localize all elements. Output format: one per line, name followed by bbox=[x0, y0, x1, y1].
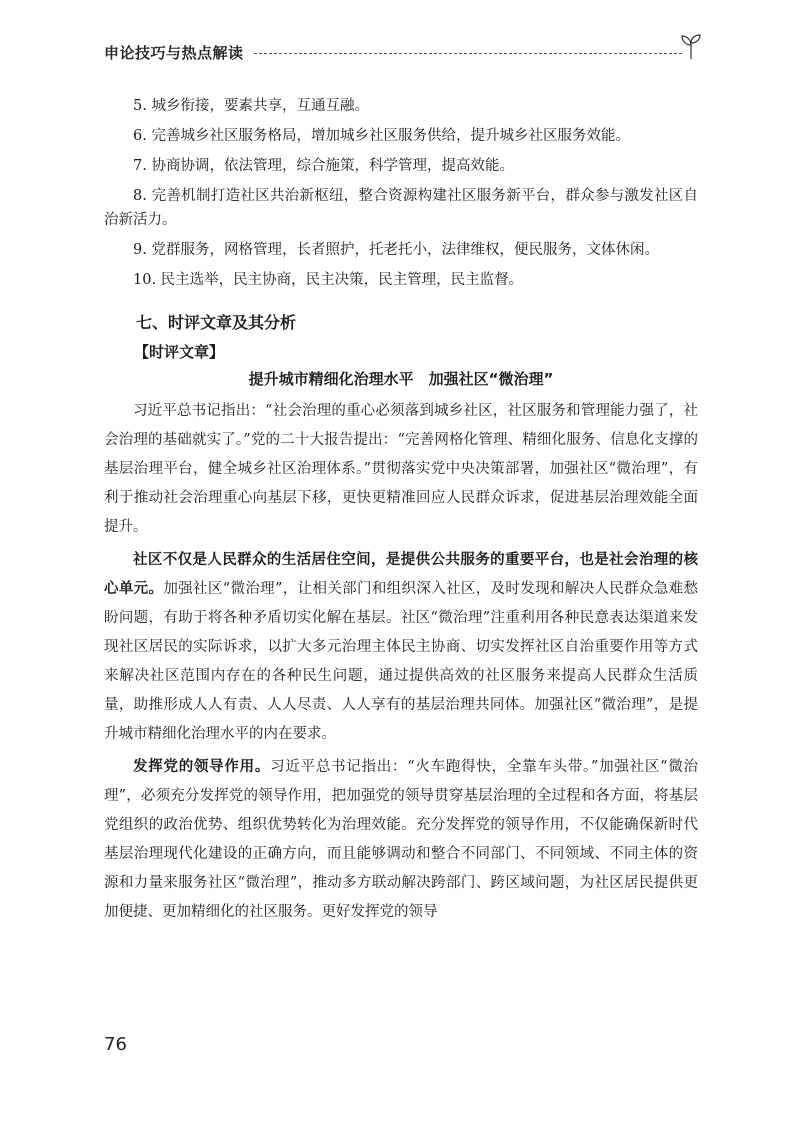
list-item: 9. 党群服务，网格管理，长者照护，托老托小，法律维权，便民服务，文体休闲。 bbox=[133, 242, 659, 258]
list-item: 10. 民主选举，民主协商，民主决策，民主管理，民主监督。 bbox=[133, 272, 524, 288]
list-item: 7. 协商协调，依法管理，综合施策，科学管理，提高效能。 bbox=[133, 158, 514, 174]
article-title: 提升城市精细化治理水平 加强社区“微治理” bbox=[248, 370, 554, 388]
running-header bbox=[104, 38, 704, 68]
header-title: 申论技巧与热点解读 bbox=[104, 44, 244, 62]
paragraph bbox=[104, 753, 698, 927]
paragraph-lead: 社区不仅是人民群众的生活居住空间，是提供公共服务的重要平台，也是社会治理的核心单元。 bbox=[104, 552, 698, 597]
page-content bbox=[104, 94, 698, 931]
sprout-icon bbox=[678, 32, 704, 60]
paragraph bbox=[104, 397, 698, 542]
header-rule bbox=[254, 53, 682, 54]
list-item: 8. 完善机制打造社区共治新枢纽，整合资源构建社区服务新平台，群众参与激发社区自治新活力。 bbox=[104, 188, 698, 228]
paragraph-text: 习近平总书记指出：“社会治理的重心必须落到城乡社区，社区服务和管理能力强了，社会治理的基础就实了。”党的二十大报告提出：“完善网格化管理、精细化服务、信息化支撑的基层治理平台，健全城乡社区治理体系。”贯彻落实党中央决策部署，加强社区“微治理”，有利于推动社会治理重心向基层下移，更快更精准回应人民群众诉求，促进基层治理效能全面提升。 bbox=[104, 403, 698, 535]
list-item: 6. 完善城乡社区服务格局，增加城乡社区服务供给，提升城乡社区服务效能。 bbox=[133, 128, 630, 144]
paragraph-lead: 发挥党的领导作用。 bbox=[133, 759, 271, 775]
paragraph-text: 习近平总书记指出：“火车跑得快，全靠车头带。”加强社区“微治理”，必须充分发挥党的领导作用，把加强党的领导贯穿基层治理的全过程和各方面，将基层党组织的政治优势、组织优势转化为治理效能。充分发挥党的领导作用，不仅能确保新时代基层治理现代化建设的正确方向，而且能够调动和整合不同部门、不同领域、不同主体的资源和力量来服务社区“微治理”，推动多方联动解决跨部门、跨区域问题，为社区居民提供更加便捷、更加精细化的社区服务。更好发挥党的领导 bbox=[104, 759, 698, 920]
subsection-label: 【时评文章】 bbox=[134, 343, 225, 361]
paragraph-text: 加强社区“微治理”，让相关部门和组织深入社区，及时发现和解决人民群众急难愁盼问题，有助于将各种矛盾切实化解在基层。社区“微治理”注重利用各种民意表达渠道来发现社区居民的实际诉求，以扩大多元治理主体民主协商、切实发挥社区自治重要作用等方式来解决社区范围内存在的各种民生问题，通过提供高效的社区服务来提高人民群众生活质量，助推形成人人有责、人人尽责、人人享有的基层治理共同体。加强社区“微治理”，是提升城市精细化治理水平的内在要求。 bbox=[104, 581, 699, 742]
section-heading: 七、时评文章及其分析 bbox=[136, 313, 297, 332]
page-number: 76 bbox=[104, 1034, 127, 1055]
paragraph bbox=[104, 546, 698, 749]
list-item: 5. 城乡衔接，要素共享，互通互融。 bbox=[133, 98, 369, 114]
